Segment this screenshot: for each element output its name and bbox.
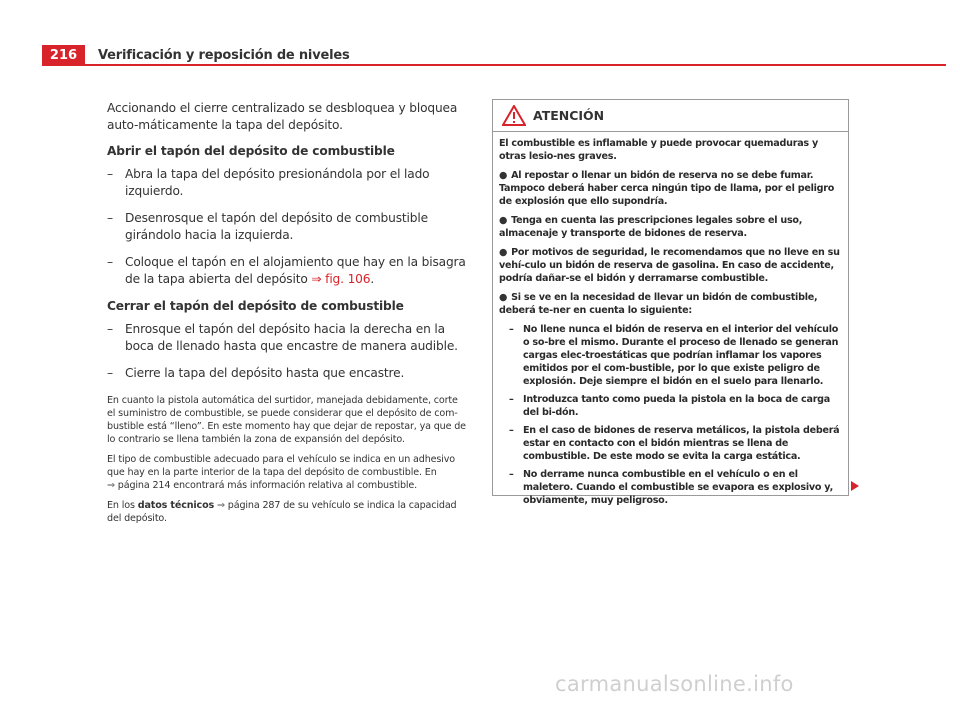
notes [107, 394, 467, 525]
warning-bullet-1: ● Al repostar o llenar un bidón de reserva no se debe fumar. Tampoco deberá haber cerca ningún tipo de llama, por el peligro de explosión que ello supondría. [499, 170, 835, 207]
open-step-3: – Coloque el tapón en el alojamiento que hay en la bisagra de la tapa abierta del depósito ⇒ fig. 106. [107, 255, 466, 286]
warning-bullet-3: ● Por motivos de seguridad, le recomendamos que no lleve en su vehí-culo un bidón de reserva de gasolina. En caso de accidente, podría dañar-se el bidón y derramarse combustible. [499, 247, 840, 284]
main-text-column [107, 100, 467, 532]
continue-arrow-icon [851, 481, 859, 491]
warning-header [493, 100, 848, 132]
note-fuel-type: El tipo de combustible adecuado para el vehículo se indica en un adhesivo que hay en la parte interior de la tapa del depósito de combustible. En ⇒ página 214 encontrará más información relativa al combustible. [107, 454, 455, 491]
warning-title: ATENCIÓN [533, 108, 605, 123]
header-rule [42, 64, 946, 66]
open-step-2: – Desenrosque el tapón del depósito de combustible girándolo hacia la izquierda. [107, 211, 428, 242]
warning-sub-2: – Introduzca tanto como pueda la pistola en la boca de carga del bi-dón. [509, 394, 831, 418]
intro-paragraph: Accionando el cierre centralizado se desbloquea y bloquea auto-máticamente la tapa del depósito. [107, 101, 458, 132]
chapter-title: Verificación y reposición de niveles [98, 48, 350, 63]
page-ref-214[interactable]: ⇒ [107, 480, 115, 491]
warning-bullet-4: ● Si se ve en la necesidad de llevar un bidón de combustible, deberá te-ner en cuenta lo siguiente: [499, 292, 818, 316]
page-ref-287[interactable]: ⇒ [217, 500, 225, 511]
warning-triangle-icon [502, 105, 526, 126]
note-full-tank: En cuanto la pistola automática del surtidor, manejada debidamente, corte el suministro de combustible, se puede considerar que el depósito de com-bustible está “lleno”. En este momento hay que dejar de repostar, ya que de lo contrario se llena también la zona de expansión del depósito. [107, 395, 466, 445]
open-cap-heading: Abrir el tapón del depósito de combustible [107, 144, 395, 158]
watermark: carmanualsonline.info [555, 672, 794, 696]
warning-intro: El combustible es inflamable y puede provocar quemaduras y otras lesio-nes graves. [499, 138, 818, 162]
open-step-1: – Abra la tapa del depósito presionándola por el lado izquierdo. [107, 167, 430, 198]
close-step-1: – Enrosque el tapón del depósito hacia la derecha en la boca de llenado hasta que encastre de manera audible. [107, 322, 458, 353]
fig-link[interactable]: ⇒ fig. 106 [311, 272, 371, 286]
warning-body [493, 132, 848, 507]
page-number: 216 [42, 45, 85, 66]
close-cap-heading: Cerrar el tapón del depósito de combustible [107, 299, 404, 313]
warning-box [492, 99, 849, 506]
close-step-2: – Cierre la tapa del depósito hasta que encastre. [107, 366, 405, 380]
warning-bullet-2: ● Tenga en cuenta las prescripciones legales sobre el uso, almacenaje y transporte de bidones de reserva. [499, 215, 803, 239]
warning-sub-1: – No llene nunca el bidón de reserva en el interior del vehículo o so-bre el mismo. Durante el proceso de llenado se generan cargas elec-troestáticas que podrían inflamar los vapores emitidos por el com-bustible, por lo que existe peligro de explosión. Deje siempre el bidón en el suelo para llenarlo. [509, 324, 839, 387]
warning-sub-4: – No derrame nunca combustible en el vehículo o en el maletero. Cuando el combustible se evapora es explosivo y, obviamente, muy peligroso. [509, 469, 833, 506]
note-capacity: En los datos técnicos ⇒ página 287 de su vehículo se indica la capacidad del depósito. [107, 500, 457, 524]
warning-sub-3: – En el caso de bidones de reserva metálicos, la pistola deberá estar en contacto con el bidón mientras se llena de combustible. De este modo se evita la carga estática. [509, 425, 840, 462]
